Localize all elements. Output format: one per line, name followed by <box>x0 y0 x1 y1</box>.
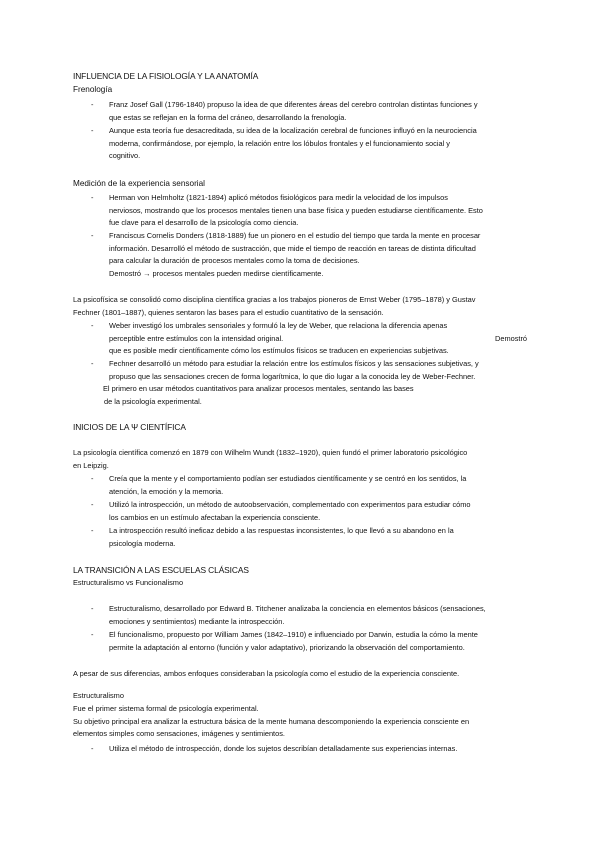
text-line: que estas se reflejan en la forma del cráneo, desarrollando la frenología. <box>109 112 347 122</box>
text-fragment: perceptible entre estímulos con la intensidad original. <box>109 333 284 343</box>
bullet-dash: - <box>91 126 94 135</box>
text-line: Su objetivo principal era analizar la estructura básica de la mente humana descomponiendo la experiencia consciente en <box>73 716 470 726</box>
text-fragment: Demostró <box>495 333 528 343</box>
text-line: moderna, confirmándose, por ejemplo, la relación entre los lóbulos frontales y el funcionamiento social y <box>109 138 450 148</box>
paragraph-wundt <box>73 447 528 472</box>
subheading-sensory-measurement: Medición de la experiencia sensorial <box>73 179 205 188</box>
subheading-structuralism-vs-functionalism: Estructuralismo vs Funcionalismo <box>73 578 184 587</box>
bullet-dash: - <box>91 359 94 368</box>
text-line: elementos simples como sensaciones, imágenes y sentimientos. <box>73 729 285 739</box>
bullet-dash: - <box>91 100 94 109</box>
text-line: permite la adaptación al entorno (función y valor adaptativo), priorizando la observación del comportamiento. <box>109 642 465 652</box>
text-line: Utilizó la introspección, un método de autoobservación, complementado con experimentos para estudiar cómo <box>109 500 471 509</box>
paragraph-psychophysics <box>73 294 528 319</box>
text-line: A pesar de sus diferencias, ambos enfoques consideraban la psicología como el estudio de la experiencia consciente. <box>73 669 460 678</box>
bullet-dash: - <box>91 500 94 509</box>
section-title-physiology: INFLUENCIA DE LA FISIOLOGÍA Y LA ANATOMÍA <box>73 71 259 81</box>
text-line: Fechner desarrolló un método para estudiar la relación entre los estímulos físicos y las sensaciones subjetivas, y <box>109 359 479 368</box>
text-line: La introspección resultó ineficaz debido a las respuestas inconsistentes, lo que llevó a su abandono en la <box>109 526 454 535</box>
text-line: Weber investigó los umbrales sensoriales y formuló la ley de Weber, que relaciona la diferencia apenas <box>109 321 448 330</box>
bullet-dash: - <box>91 321 94 330</box>
text-line: El primero en usar métodos cuantitativos para analizar procesos mentales, sentando las bases <box>103 384 414 393</box>
text-line: La psicofísica se consolidó como disciplina científica gracias a los trabajos pioneros de Ernst Weber (1795–1878) y Gustav <box>73 295 476 304</box>
text-line: Fechner (1801–1887), quienes sentaron las bases para el estudio cuantitativo de la sensación. <box>73 307 384 317</box>
text-line: Utiliza el método de introspección, donde los sujetos describían detalladamente sus experiencias internas. <box>109 744 458 753</box>
text-line: nerviosos, mostrando que los procesos mentales tienen una base física y pueden estudiarse científicamente. Esto <box>109 205 483 215</box>
text-line: en Leipzig. <box>73 460 109 470</box>
text-line: fue clave para el desarrollo de la psicología como ciencia. <box>109 218 299 228</box>
text-line: La psicología científica comenzó en 1879 con Wilhelm Wundt (1832–1920), quien fundó el primer laboratorio psicológico <box>73 448 468 457</box>
section-title-classical-schools: LA TRANSICIÓN A LAS ESCUELAS CLÁSICAS <box>73 565 249 575</box>
section-title-scientific-psychology: INICIOS DE LA Ψ CIENTÍFICA <box>73 422 186 432</box>
subheading-structuralism: Estructuralismo <box>73 691 124 700</box>
text-line: Estructuralismo, desarrollado por Edward B. Titchener analizaba la conciencia en elementos básicos (sensaciones, <box>109 604 486 613</box>
paragraph-differences <box>73 668 528 681</box>
paragraph-structuralism <box>73 703 528 741</box>
text-line: Franciscus Cornelis Donders (1818-1889) fue un pionero en el estudio del tiempo que tarda la mente en procesar <box>109 231 481 240</box>
text-line: Aunque esta teoría fue desacreditada, su idea de la localización cerebral de funciones influyó en la neurociencia <box>109 126 477 135</box>
text-line: Franz Josef Gall (1796-1840) propuso la idea de que diferentes áreas del cerebro controlan distintas funciones y <box>109 100 478 109</box>
text-line: de la psicología experimental. <box>104 396 202 406</box>
text-line: propuso que las sensaciones crecen de forma logarítmica, lo que dio lugar a la conocida ley de Weber-Fechner. <box>109 371 476 381</box>
bullet-dash: - <box>91 604 94 613</box>
bullet-dash: - <box>91 744 94 753</box>
bullet-dash: - <box>91 630 94 639</box>
text-line: información. Desarrolló el método de sustracción, que mide el tiempo de reacción en tareas de distinta dificultad <box>109 243 476 253</box>
text-line: Demostró → procesos mentales pueden medirse científicamente. <box>109 268 324 278</box>
bullet-dash: - <box>91 231 94 240</box>
bullet-dash: - <box>91 526 94 535</box>
text-line: Herman von Helmholtz (1821-1894) aplicó métodos fisiológicos para medir la velocidad de los impulsos <box>109 193 448 202</box>
paragraph-fechner-continuation <box>103 383 528 408</box>
text-line: psicología moderna. <box>109 538 176 548</box>
text-line: El funcionalismo, propuesto por William James (1842–1910) e influenciado por Darwin, estudia la cómo la mente <box>109 630 478 639</box>
text-line: que es posible medir científicamente cómo los estímulos físicos se traducen en experiencias subjetivas. <box>109 346 449 356</box>
bullet-dash: - <box>91 193 94 202</box>
text-line <box>109 333 527 346</box>
text-line: para calcular la duración de procesos mentales como la toma de decisiones. <box>109 256 360 266</box>
text-line: emociones y sentimientos) mediante la introspección. <box>109 616 285 626</box>
bullet-dash: - <box>91 474 94 483</box>
text-line: Fue el primer sistema formal de psicología experimental. <box>73 704 259 713</box>
text-line: Creía que la mente y el comportamiento podían ser estudiados científicamente y se centró en los sentidos, la <box>109 474 467 483</box>
text-line: atención, la emoción y la memoria. <box>109 486 224 496</box>
subheading-phrenology: Frenología <box>73 85 113 94</box>
text-line: cognitivo. <box>109 151 141 161</box>
text-line: los cambios en un estímulo afectaban la experiencia consciente. <box>109 512 321 522</box>
